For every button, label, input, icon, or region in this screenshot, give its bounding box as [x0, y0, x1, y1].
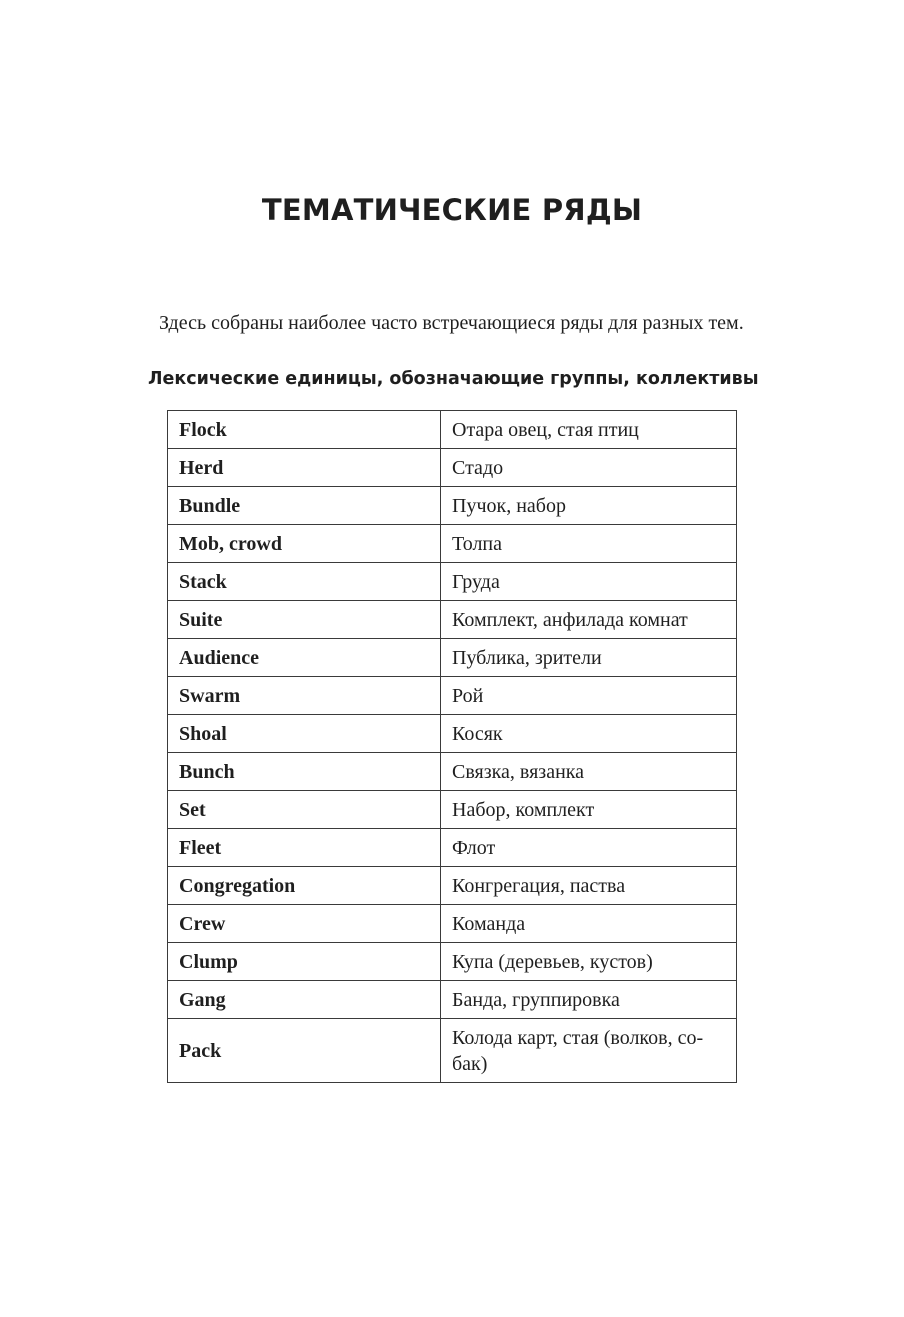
term-cell: Congregation — [168, 867, 441, 905]
table-row — [168, 1019, 737, 1083]
vocabulary-table — [167, 410, 737, 1083]
table-row — [168, 563, 737, 601]
translation-cell: Флот — [441, 829, 737, 867]
translation-cell: Команда — [441, 905, 737, 943]
term-cell: Set — [168, 791, 441, 829]
term-cell: Fleet — [168, 829, 441, 867]
translation-cell: Стадо — [441, 449, 737, 487]
term-cell: Herd — [168, 449, 441, 487]
translation-cell: Колода карт, стая (волков, со- бак) — [441, 1019, 737, 1083]
translation-cell: Конгрегация, паства — [441, 867, 737, 905]
intro-paragraph: Здесь собраны наиболее часто встречающиеся ряды для разных тем. — [159, 312, 744, 334]
term-cell: Stack — [168, 563, 441, 601]
term-cell: Mob, crowd — [168, 525, 441, 563]
term-cell: Swarm — [168, 677, 441, 715]
translation-cell: Косяк — [441, 715, 737, 753]
term-cell: Gang — [168, 981, 441, 1019]
term-cell: Bundle — [168, 487, 441, 525]
term-cell: Audience — [168, 639, 441, 677]
translation-cell: Пучок, набор — [441, 487, 737, 525]
table-row — [168, 487, 737, 525]
table-row — [168, 601, 737, 639]
translation-cell: Набор, комплект — [441, 791, 737, 829]
term-cell: Bunch — [168, 753, 441, 791]
term-cell: Shoal — [168, 715, 441, 753]
table-row — [168, 829, 737, 867]
translation-cell: Рой — [441, 677, 737, 715]
translation-cell: Купа (деревьев, кустов) — [441, 943, 737, 981]
term-cell: Flock — [168, 411, 441, 449]
table-row — [168, 981, 737, 1019]
table-row — [168, 943, 737, 981]
translation-cell: Отара овец, стая птиц — [441, 411, 737, 449]
translation-cell: Комплект, анфилада комнат — [441, 601, 737, 639]
table-row — [168, 449, 737, 487]
term-cell: Clump — [168, 943, 441, 981]
translation-cell: Банда, группировка — [441, 981, 737, 1019]
section-heading: Лексические единицы, обозначающие группы, коллективы — [148, 369, 759, 389]
table-row — [168, 525, 737, 563]
page-title: ТЕМАТИЧЕСКИЕ РЯДЫ — [261, 193, 643, 227]
translation-cell: Публика, зрители — [441, 639, 737, 677]
term-cell: Suite — [168, 601, 441, 639]
table-row — [168, 867, 737, 905]
term-cell: Crew — [168, 905, 441, 943]
table-row — [168, 411, 737, 449]
table-row — [168, 753, 737, 791]
translation-cell: Связка, вязанка — [441, 753, 737, 791]
table-row — [168, 791, 737, 829]
table-row — [168, 905, 737, 943]
table-row — [168, 715, 737, 753]
translation-cell: Груда — [441, 563, 737, 601]
table-row — [168, 639, 737, 677]
term-cell: Pack — [168, 1019, 441, 1083]
translation-cell: Толпа — [441, 525, 737, 563]
table-row — [168, 677, 737, 715]
